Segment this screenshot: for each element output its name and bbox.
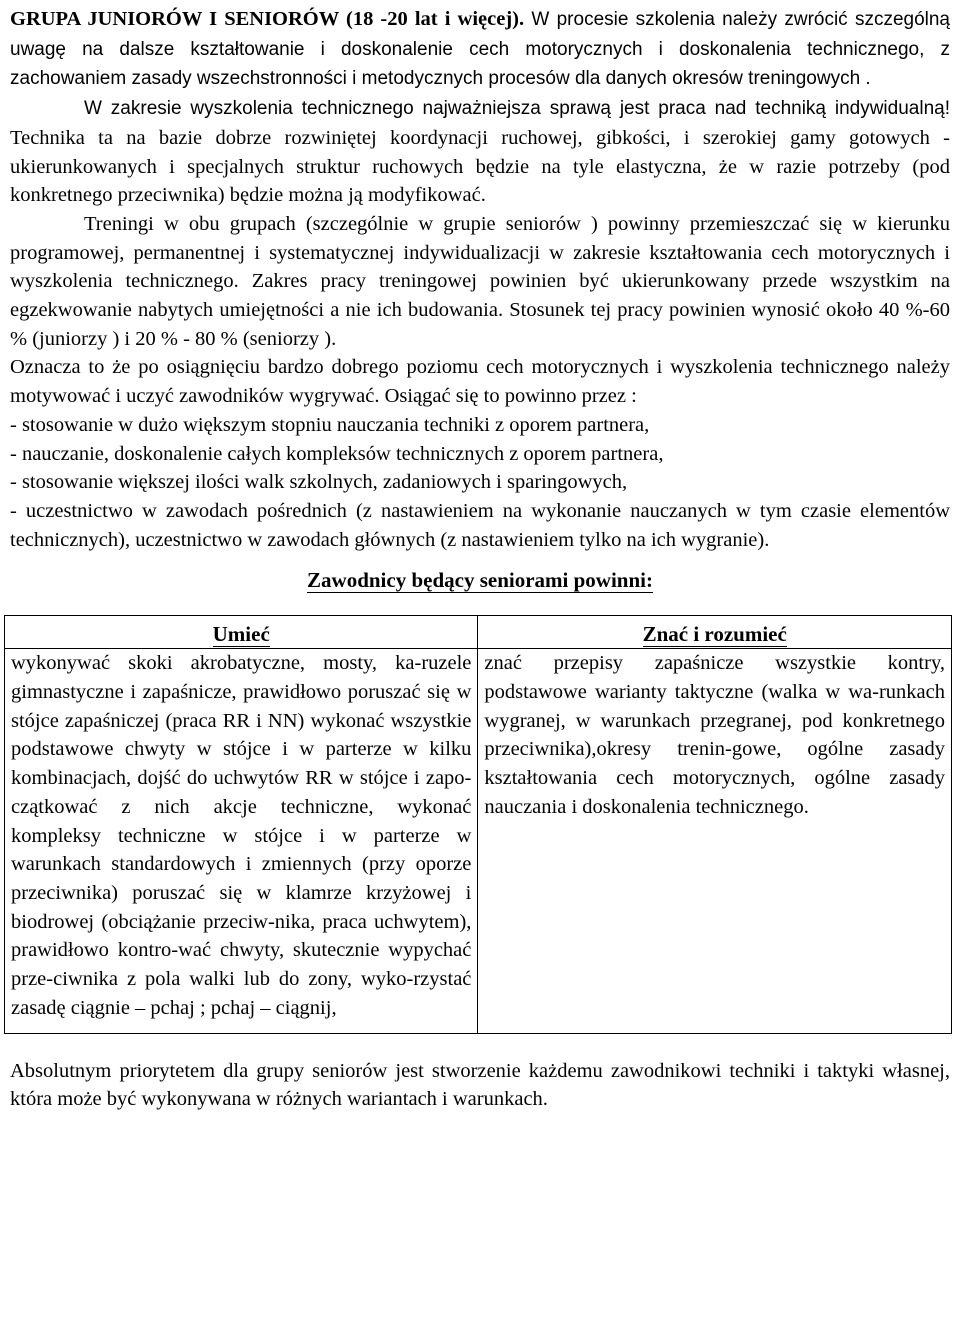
- motivation-paragraph: Oznacza to że po osiągnięciu bardzo dobrego poziomu cech motorycznych i wyszkolenia technicznego należy motywować i uczyć zawodników wygrywać. Osiągać się to powinno przez :: [10, 356, 950, 408]
- technique-text: Technika ta na bazie dobrze rozwiniętej koordynacji ruchowej, gibkości, i szerokiej gamy gotowych - ukierunkowanych i specjalnych struktur ruchowych będzie na tyle elastyczna, że w razie potrzeby (pod konkretnego przeciwnika) będzie można ją modyfikować.: [10, 126, 950, 207]
- training-paragraph: Treningi w obu grupach (szczególnie w grupie seniorów ) powinny przemieszczać się w kierunku programowej, permanentnej i systematycznej indywidualizacji w zakresie kształtowania cech motorycznych i wyszkolenia technicznego. Zakres pracy treningowej powinien być ukierunkowany przede wszystkim na egzekwowanie nabytych umiejętności a nie ich budowania. Stosunek tej pracy powinien wynosić około 40 %-60 % (juniorzy ) i 20 % - 80 % (seniorzy ).: [10, 212, 950, 350]
- technique-emphasis: W zakresie wyszkolenia technicznego najważniejsza sprawą jest praca nad techniką indywidualną!: [84, 98, 950, 120]
- technique-paragraph: [10, 94, 950, 210]
- skills-table: [4, 615, 952, 1033]
- intro-text: W procesie szkolenia należy zwrócić szczególną uwagę na dalsze kształtowanie i doskonalenie cech motorycznych i doskonalenia technicznego, z zachowaniem zasady wszechstronności i metodycznych procesów dla danych okresów treningowych .: [10, 9, 950, 90]
- column-header-umiec-text: Umieć: [212, 622, 270, 647]
- column-header-znac-text: Znać i rozumieć: [642, 622, 787, 647]
- list-item: - stosowanie większej ilości walk szkolnych, zadaniowych i sparingowych,: [10, 471, 628, 494]
- group-heading: GRUPA JUNIORÓW I SENIORÓW (18 -20 lat i więcej).: [10, 8, 525, 30]
- skills-column-right: [478, 616, 952, 1033]
- skills-column-left: [5, 616, 478, 1033]
- list-item: - stosowanie w dużo większym stopniu nauczania techniki z oporem partnera,: [10, 413, 650, 436]
- closing-paragraph: Absolutnym priorytetem dla grupy seniorów jest stworzenie każdemu zawodnikowi techniki i taktyki własnej, która może być wykonywana w różnych wariantach i warunkach.: [10, 1059, 950, 1111]
- column-body-znac: znać przepisy zapaśnicze wszystkie kontry, podstawowe warianty taktyczne (walka w wa-runkach wygranej, w warunkach przegranej, pod konkretnego przeciwnika),okresy trenin-gowe, ogólne zasady kształtowania cech motorycznych, ogólne zasady nauczania i doskonalenia technicznego.: [484, 652, 945, 818]
- list-item: - uczestnictwo w zawodach pośrednich (z nastawieniem na wykonanie nauczanych w tym czasie elementów technicznych), uczestnictwo w zawodach głównych (z nastawieniem tylko na ich wygranie).: [10, 499, 950, 551]
- column-header-umiec: [5, 616, 477, 649]
- section-title-text: Zawodnicy będący seniorami powinni:: [307, 568, 653, 593]
- list-item: - nauczanie, doskonalenie całych kompleksów technicznych z oporem partnera,: [10, 442, 664, 465]
- column-body-umiec: wykonywać skoki akrobatyczne, mosty, ka-ruzele gimnastyczne i zapaśnicze, prawidłowo poruszać się w stójce zapaśniczej (praca RR i NN) wykonać wszystkie podstawowe chwyty w stójce i w parterze w kilku kombinacjach, dojść do uchwytów RR w stójce i zapo-czątkować z nich akcje techniczne, wykonać kompleksy techniczne w stójce i w parterze w warunkach standardowych i zmiennych (przy oporze przeciwnika) poruszać się w klamrze krzyżowej i biodrowej (obciążanie przeciw-nika, praca uchwytem), prawidłowo kontro-wać chwyty, skutecznie wypychać prze-ciwnika z pola walki lub do zony, wyko-rzystać zasadę ciągnie – pchaj ; pchaj – ciągnij,: [11, 652, 472, 1019]
- intro-paragraph: [10, 0, 950, 94]
- section-title: [10, 565, 950, 595]
- column-header-znac: [478, 616, 951, 649]
- document-page: [10, 0, 950, 1114]
